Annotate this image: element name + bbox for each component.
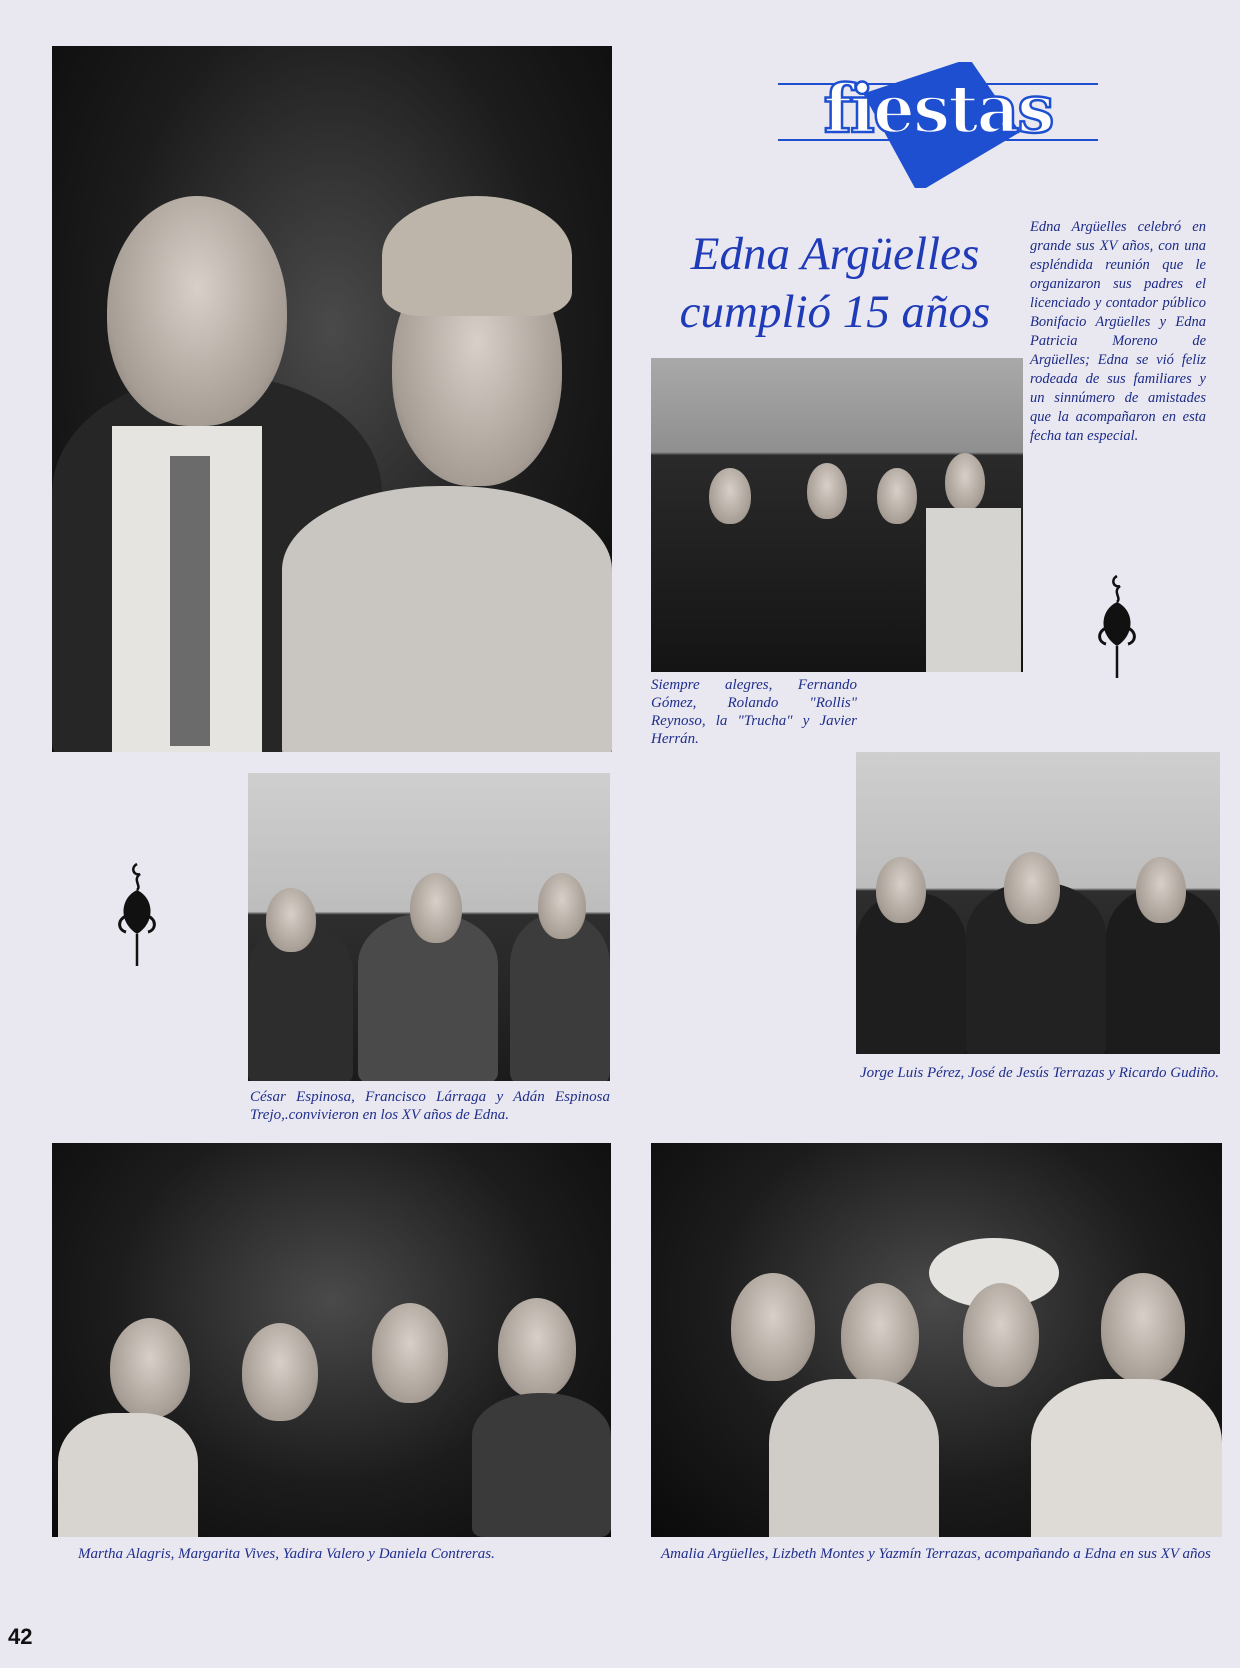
man-3-face — [877, 468, 917, 524]
man-right-face — [1136, 857, 1186, 923]
lady-2-face — [841, 1283, 919, 1387]
fiestas-section-logo — [778, 62, 1098, 188]
man-center-face — [1004, 852, 1060, 924]
flower-ornament-icon — [112, 860, 162, 970]
lady-4-face — [1101, 1273, 1185, 1383]
girl-1-face — [110, 1318, 190, 1418]
girl-4-face — [498, 1298, 576, 1398]
page-number: 42 — [8, 1624, 33, 1649]
man-left-face — [266, 888, 316, 952]
woman-dress — [282, 486, 612, 752]
caption-three-men-right: Jorge Luis Pérez, José de Jesús Terrazas y Ricardo Gudiño. — [860, 1065, 1219, 1081]
girl-3-face — [372, 1303, 448, 1403]
photo-four-men — [651, 358, 1023, 672]
headline-line-1: Edna Argüelles — [690, 228, 980, 280]
caption-four-girls: Martha Alagris, Margarita Vives, Yadira Valero y Daniela Contreras. — [78, 1546, 495, 1562]
lady-3-face — [963, 1283, 1039, 1387]
caption-three-men-left: César Espinosa, Francisco Lárraga y Adán Espinosa Trejo,.convivieron en los XV años de Edna. — [250, 1089, 610, 1123]
man-1-face — [709, 468, 751, 524]
photo-three-men-right — [856, 752, 1220, 1054]
man-right-face — [538, 873, 586, 939]
lady-2-dress — [769, 1379, 939, 1537]
photo-edna-with-man — [52, 46, 612, 752]
caption-four-ladies: Amalia Argüelles, Lizbeth Montes y Yazmín Terrazas, acompañando a Edna en sus XV años — [661, 1546, 1211, 1562]
caption-four-men: Siempre alegres, Fernando Gómez, Rolando "Rollis" Reynoso, la "Trucha" y Javier Herrán. — [651, 677, 857, 747]
man-tie — [170, 456, 210, 746]
man-center-face — [410, 873, 462, 943]
girl-1-dress — [58, 1413, 198, 1537]
girl-4-dress — [472, 1393, 611, 1537]
photo-three-men-left — [248, 773, 610, 1081]
man-4-face — [945, 453, 985, 511]
man-4-jacket — [926, 508, 1021, 672]
photo-four-girls — [52, 1143, 611, 1537]
lady-1-face — [731, 1273, 815, 1381]
headline-line-2: cumplió 15 años — [679, 286, 991, 338]
man-face — [107, 196, 287, 426]
woman-hair — [382, 196, 572, 316]
lady-4-dress — [1031, 1379, 1222, 1537]
man-left-face — [876, 857, 926, 923]
girl-2-face — [242, 1323, 318, 1421]
article-body: Edna Argüelles celebró en grande sus XV años, con una espléndida reunión que le organizaron sus padres el licenciado y contador público Bonifacio Argüelles y Edna Patricia Moreno de Argüelles; Edna se vió feliz rodeada de sus familiares y un sinnúmero de amistades que la acompañaron en esta fecha tan especial. — [1030, 219, 1206, 444]
article-headline — [650, 225, 1020, 341]
man-2-face — [807, 463, 847, 519]
flower-ornament-icon — [1092, 572, 1142, 682]
photo-four-ladies — [651, 1143, 1222, 1537]
fiestas-logo-text: fiestas — [823, 70, 1053, 148]
